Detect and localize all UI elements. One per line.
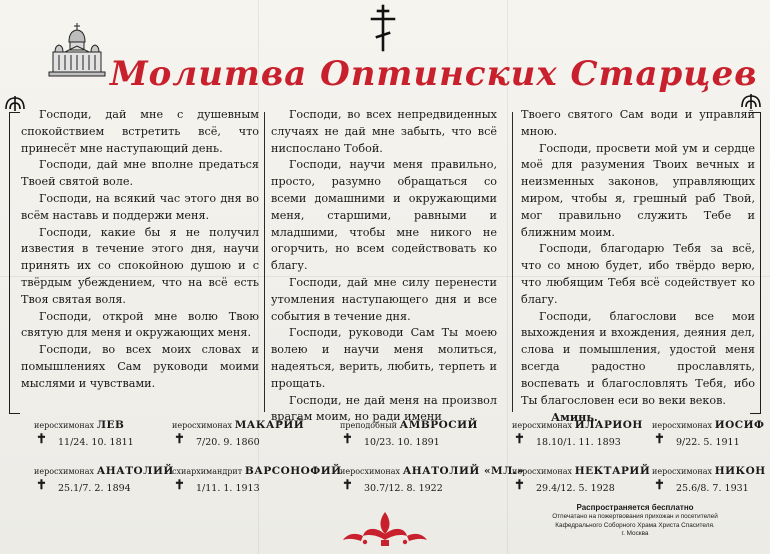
elder-entry [512,419,642,451]
prayer-paragraph: Господи, открой мне волю Твою святую для меня и окружающих меня. [21,309,259,340]
prayer-column-1 [21,107,259,393]
page-title: Молитва Оптинских Старцев [110,54,758,94]
elder-name: ВАРСОНОФИЙ [244,465,342,477]
column-divider [264,112,265,412]
amen-line: Аминь. [551,410,598,425]
cross-icon: ✝ [514,432,525,447]
lily-ornament-icon [335,508,435,548]
distribution-line: Отпечатано на пожертвования прихожан и посетителей [552,513,718,520]
elder-dates: 25.1/7. 2. 1894 [58,483,131,494]
elder-entry [652,465,766,497]
church-icon [47,22,107,80]
elder-rank: преподобный [340,421,397,430]
elder-entry [34,465,174,497]
left-frame-bracket [9,112,20,414]
elder-name: НИКОН [714,465,766,477]
distribution-note [540,502,730,539]
prayer-paragraph: Господи, во всех моих словах и помышлениях Сам руководи моими мыслями и чувствами. [21,343,259,390]
elder-dates: 9/22. 5. 1911 [676,437,740,448]
prayer-column-2 [271,107,497,426]
elder-entry [340,419,490,451]
prayer-column-3 [521,107,755,426]
elder-entry [34,419,174,451]
distribution-line: Кафедрального Соборного Храма Христа Спасителя. [555,521,715,529]
elder-name: АНАТОЛИЙ [96,465,174,477]
elder-name: ИОСИФ [714,419,765,431]
prayer-paragraph: Господи, дай мне с душевным спокойствием встретить всё, что принесёт мне наступающий день. [21,108,259,155]
elder-name: ЛЕВ [96,419,125,431]
prayer-paragraph: Господи, благодарю Тебя за всё, что со мною будет, ибо твёрдо верю, что любящим Тебя всё содействует ко благу. [521,242,755,306]
column-divider [512,112,513,412]
elder-name: АМВРОСИЙ [399,419,478,431]
elder-entry [172,419,322,451]
cross-icon: ✝ [342,478,353,493]
elder-dates: 11/24. 10. 1811 [58,437,134,448]
elder-rank: иеросхимонах [512,421,572,430]
elder-dates: 18.10/1. 11. 1893 [536,437,621,448]
elder-entry [172,465,342,497]
elder-dates: 25.6/8. 7. 1931 [676,483,749,494]
elder-rank: иеросхимонах [172,421,232,430]
cross-icon: ✝ [654,432,665,447]
prayer-paragraph: Господи, дай мне силу перенести утомления наступающего дня и все события в течение дня. [271,275,497,323]
prayer-paragraph: Твоего святого Сам води и управляй мною. [521,108,755,138]
orthodox-cross-icon [368,4,398,52]
prayer-paragraph: Господи, руководи Сам Ты моею волею и научи меня молиться, надеяться, верить, любить, терпеть и прощать. [271,326,497,390]
elder-dates: 1/11. 1. 1913 [196,483,260,494]
elder-rank: схиархимандрит [172,467,243,476]
cross-icon: ✝ [342,432,353,447]
cross-icon: ✝ [174,478,185,493]
distribution-line: г. Москва [621,530,649,537]
elder-name: АНАТОЛИЙ «МЛ.» [402,465,525,477]
cross-icon: ✝ [654,478,665,493]
cross-icon: ✝ [174,432,185,447]
prayer-paragraph: Господи, какие бы я не получил известия в течение этого дня, научи принять их со спокойною душою и с твёрдым убеждением, что на всё есть Твоя святая воля. [21,225,259,306]
elder-dates: 30.7/12. 8. 1922 [364,483,443,494]
elder-rank: иеросхимонах [652,467,712,476]
elder-entry [512,465,651,497]
elder-name: ИЛАРИОН [574,419,643,431]
prayer-paragraph: Господи, не дай меня на произвол врагам моим, но ради имени [271,393,497,424]
prayer-paragraph: Господи, научи меня правильно, просто, разумно обращаться со всеми домашними и окружающими меня, старшими, равными и младшими, чтобы мне никого не огорчить, но всем содействовать ко благу. [271,158,497,273]
elder-entry [652,419,765,451]
prayer-paragraph: Господи, благослови все мои выхождения и вхождения, деяния дел, слова и помышления, удостой меня всегда радостно прославлять, воспевать и благословлять Тебя, ибо Ты благословен еси во веки веков. [521,309,755,407]
elder-rank: иеросхимонах [34,467,94,476]
elder-dates: 10/23. 10. 1891 [364,437,440,448]
elder-rank: иеросхимонах [34,421,94,430]
elder-rank: иеросхимонах [512,467,572,476]
prayer-paragraph: Господи, во всех непредвиденных случаях не дай мне забыть, что всё ниспослано Тобой. [271,108,497,155]
elder-rank: иеросхимонах [340,467,400,476]
prayer-paragraph: Господи, на всякий час этого дня во всём наставь и поддержи меня. [21,191,259,222]
prayer-paragraph: Господи, дай мне вполне предаться Твоей святой воле. [21,158,259,189]
cross-icon: ✝ [36,478,47,493]
prayer-paragraph: Господи, просвети мой ум и сердце моё для разумения Твоих вечных и неизменных законов, управляющих миром, чтобы я, грешный раб Твой, мог правильно служить Тебе и ближним моим. [521,141,755,239]
elder-dates: 29.4/12. 5. 1928 [536,483,615,494]
distribution-headline: Распространяется бесплатно [576,503,694,512]
elder-dates: 7/20. 9. 1860 [196,437,260,448]
elder-rank: иеросхимонах [652,421,712,430]
elder-entry [340,465,525,497]
cross-icon: ✝ [36,432,47,447]
elder-name: МАКАРИЙ [234,419,305,431]
cross-icon: ✝ [514,478,525,493]
elder-name: НЕКТАРИЙ [574,465,651,477]
